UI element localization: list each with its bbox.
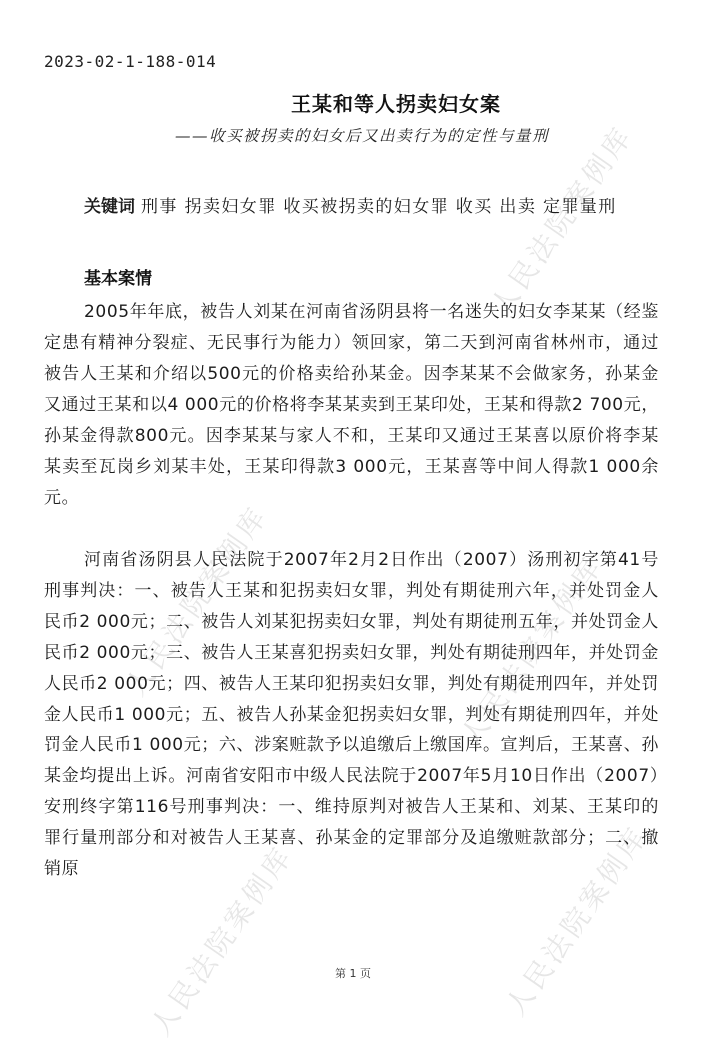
keywords-label: 关键词	[84, 197, 135, 217]
watermark: 人民法院案例库	[499, 819, 655, 1022]
paragraph-judgment	[44, 545, 659, 885]
watermark: 人民法院案例库	[454, 549, 610, 752]
watermark: 人民法院案例库	[119, 499, 275, 702]
case-subtitle: ——收买被拐卖的妇女后又出卖行为的定性与量刑	[175, 127, 550, 145]
paragraph-facts	[44, 297, 659, 514]
keywords-text: 刑事 拐卖妇女罪 收买被拐卖的妇女罪 收买 出卖 定罪量刑	[141, 197, 617, 217]
keywords-block	[44, 192, 659, 223]
paragraph-text: 2005年年底，被告人刘某在河南省汤阴县将一名迷失的妇女李某某（经鉴定患有精神分裂症、无民事行为能力）领回家，第二天到河南省林州市，通过被告人王某和介绍以500元的价格卖给孙某金。因李某某不会做家务，孙某金又通过王某和以4 000元的价格将李某某卖到王某印处，王某和得款2 700元，孙某金得款800元。因李某某与家人不和，王某印又通过王某喜以原价将李某某卖至瓦岗乡刘某丰处，王某印得款3 000元，王某喜等中间人得款1 000余元。	[44, 302, 659, 508]
case-title: 王某和等人拐卖妇女案	[291, 92, 501, 116]
document-id: 2023-02-1-188-014	[44, 52, 217, 71]
watermark: 人民法院案例库	[484, 119, 640, 322]
page-number: 第 1 页	[335, 967, 371, 980]
section-heading-basic-facts: 基本案情	[84, 269, 152, 289]
watermark: 人民法院案例库	[144, 839, 300, 1042]
paragraph-text: 河南省汤阴县人民法院于2007年2月2日作出（2007）汤刑初字第41号刑事判决：一、被告人王某和犯拐卖妇女罪，判处有期徒刑六年，并处罚金人民币2 000元；二、被告人刘某犯拐卖妇女罪，判处有期徒刑五年，并处罚金人民币2 000元；三、被告人王某喜犯拐卖妇女罪，判处有期徒刑四年，并处罚金人民币2 000元；四、被告人王某印犯拐卖妇女罪，判处有期徒刑四年，并处罚金人民币1 000元；五、被告人孙某金犯拐卖妇女罪，判处有期徒刑四年，并处罚金人民币1 000元；六、涉案赃款予以追缴后上缴国库。宣判后，王某喜、孙某金均提出上诉。河南省安阳市中级人民法院于2007年5月10日作出（2007）安刑终字第116号刑事判决：一、维持原判对被告人王某和、刘某、王某印的罪行量刑部分和对被告人王某喜、孙某金的定罪部分及追缴赃款部分；二、撤销原	[44, 550, 659, 880]
